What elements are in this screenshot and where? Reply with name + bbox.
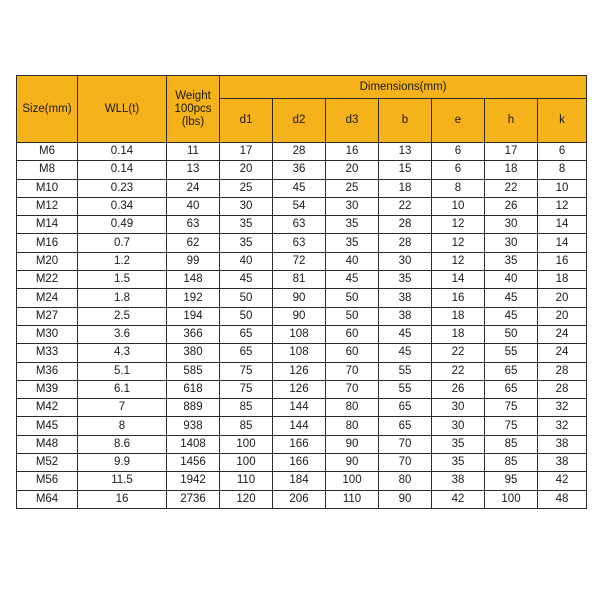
cell-wll: 7 xyxy=(78,399,167,417)
cell-h: 17 xyxy=(485,143,538,161)
table-row xyxy=(17,289,587,307)
cell-h: 45 xyxy=(485,289,538,307)
header-row-group xyxy=(17,76,587,99)
cell-b: 55 xyxy=(379,380,432,398)
cell-e: 12 xyxy=(432,252,485,270)
cell-d2: 166 xyxy=(273,454,326,472)
header-weight xyxy=(167,76,220,143)
cell-h: 30 xyxy=(485,234,538,252)
cell-d1: 25 xyxy=(220,179,273,197)
table-header xyxy=(17,76,587,143)
cell-e: 14 xyxy=(432,271,485,289)
cell-weight: 40 xyxy=(167,197,220,215)
cell-d1: 35 xyxy=(220,234,273,252)
cell-d1: 100 xyxy=(220,454,273,472)
cell-h: 100 xyxy=(485,490,538,508)
cell-d1: 20 xyxy=(220,161,273,179)
cell-size: M22 xyxy=(17,271,78,289)
cell-b: 28 xyxy=(379,216,432,234)
header-wll: WLL(t) xyxy=(78,76,167,143)
cell-wll: 5.1 xyxy=(78,362,167,380)
cell-d1: 75 xyxy=(220,380,273,398)
cell-d2: 108 xyxy=(273,325,326,343)
cell-d2: 206 xyxy=(273,490,326,508)
table-row xyxy=(17,271,587,289)
cell-wll: 9.9 xyxy=(78,454,167,472)
cell-wll: 2.5 xyxy=(78,307,167,325)
cell-size: M8 xyxy=(17,161,78,179)
table-row xyxy=(17,234,587,252)
cell-d2: 126 xyxy=(273,362,326,380)
table-row xyxy=(17,380,587,398)
header-dim-e: e xyxy=(432,99,485,143)
table-row xyxy=(17,454,587,472)
cell-d1: 30 xyxy=(220,197,273,215)
header-dim-b: b xyxy=(379,99,432,143)
cell-d3: 50 xyxy=(326,307,379,325)
cell-k: 38 xyxy=(538,435,587,453)
cell-d1: 110 xyxy=(220,472,273,490)
cell-weight: 585 xyxy=(167,362,220,380)
header-weight-line2: 100pcs xyxy=(174,102,212,115)
cell-d1: 65 xyxy=(220,344,273,362)
cell-size: M42 xyxy=(17,399,78,417)
cell-wll: 1.8 xyxy=(78,289,167,307)
cell-d2: 63 xyxy=(273,234,326,252)
table-row xyxy=(17,362,587,380)
cell-b: 15 xyxy=(379,161,432,179)
cell-e: 12 xyxy=(432,234,485,252)
cell-weight: 148 xyxy=(167,271,220,289)
cell-d2: 45 xyxy=(273,179,326,197)
cell-h: 50 xyxy=(485,325,538,343)
table-row xyxy=(17,216,587,234)
header-weight-line3: (lbs) xyxy=(181,115,205,128)
cell-e: 6 xyxy=(432,143,485,161)
table-row xyxy=(17,325,587,343)
table-row xyxy=(17,197,587,215)
table-row xyxy=(17,344,587,362)
cell-e: 8 xyxy=(432,179,485,197)
cell-b: 80 xyxy=(379,472,432,490)
cell-k: 14 xyxy=(538,234,587,252)
cell-wll: 0.14 xyxy=(78,143,167,161)
cell-wll: 8 xyxy=(78,417,167,435)
cell-h: 65 xyxy=(485,362,538,380)
cell-e: 6 xyxy=(432,161,485,179)
cell-d2: 144 xyxy=(273,417,326,435)
cell-weight: 1942 xyxy=(167,472,220,490)
cell-weight: 62 xyxy=(167,234,220,252)
cell-k: 16 xyxy=(538,252,587,270)
cell-d2: 54 xyxy=(273,197,326,215)
cell-b: 65 xyxy=(379,399,432,417)
cell-size: M6 xyxy=(17,143,78,161)
cell-d3: 60 xyxy=(326,325,379,343)
cell-size: M14 xyxy=(17,216,78,234)
cell-weight: 380 xyxy=(167,344,220,362)
cell-wll: 0.23 xyxy=(78,179,167,197)
cell-k: 14 xyxy=(538,216,587,234)
cell-d3: 90 xyxy=(326,435,379,453)
cell-b: 35 xyxy=(379,271,432,289)
cell-d1: 35 xyxy=(220,216,273,234)
header-dim-k: k xyxy=(538,99,587,143)
cell-h: 22 xyxy=(485,179,538,197)
table-row xyxy=(17,472,587,490)
cell-d1: 65 xyxy=(220,325,273,343)
cell-k: 6 xyxy=(538,143,587,161)
cell-e: 38 xyxy=(432,472,485,490)
cell-d1: 85 xyxy=(220,399,273,417)
table-body xyxy=(17,143,587,509)
cell-b: 30 xyxy=(379,252,432,270)
header-dim-d1: d1 xyxy=(220,99,273,143)
cell-h: 45 xyxy=(485,307,538,325)
cell-k: 24 xyxy=(538,325,587,343)
cell-k: 32 xyxy=(538,417,587,435)
cell-size: M48 xyxy=(17,435,78,453)
cell-wll: 1.2 xyxy=(78,252,167,270)
cell-d1: 75 xyxy=(220,362,273,380)
cell-e: 10 xyxy=(432,197,485,215)
cell-size: M16 xyxy=(17,234,78,252)
cell-size: M12 xyxy=(17,197,78,215)
cell-size: M64 xyxy=(17,490,78,508)
cell-d1: 50 xyxy=(220,307,273,325)
cell-weight: 1456 xyxy=(167,454,220,472)
cell-d3: 60 xyxy=(326,344,379,362)
cell-d2: 28 xyxy=(273,143,326,161)
table-row xyxy=(17,490,587,508)
cell-k: 10 xyxy=(538,179,587,197)
cell-size: M52 xyxy=(17,454,78,472)
cell-d2: 108 xyxy=(273,344,326,362)
cell-d3: 25 xyxy=(326,179,379,197)
cell-d2: 36 xyxy=(273,161,326,179)
cell-d3: 35 xyxy=(326,234,379,252)
cell-d1: 45 xyxy=(220,271,273,289)
header-dim-d2: d2 xyxy=(273,99,326,143)
cell-size: M39 xyxy=(17,380,78,398)
cell-wll: 16 xyxy=(78,490,167,508)
cell-h: 26 xyxy=(485,197,538,215)
cell-k: 28 xyxy=(538,380,587,398)
cell-h: 18 xyxy=(485,161,538,179)
cell-d3: 90 xyxy=(326,454,379,472)
cell-d2: 81 xyxy=(273,271,326,289)
cell-e: 22 xyxy=(432,362,485,380)
cell-b: 38 xyxy=(379,307,432,325)
cell-d1: 100 xyxy=(220,435,273,453)
cell-d1: 17 xyxy=(220,143,273,161)
cell-size: M10 xyxy=(17,179,78,197)
cell-weight: 11 xyxy=(167,143,220,161)
cell-size: M45 xyxy=(17,417,78,435)
cell-d2: 90 xyxy=(273,307,326,325)
cell-h: 85 xyxy=(485,454,538,472)
cell-b: 70 xyxy=(379,435,432,453)
cell-weight: 192 xyxy=(167,289,220,307)
cell-size: M56 xyxy=(17,472,78,490)
cell-size: M30 xyxy=(17,325,78,343)
cell-d1: 85 xyxy=(220,417,273,435)
cell-h: 85 xyxy=(485,435,538,453)
cell-d3: 80 xyxy=(326,417,379,435)
cell-e: 18 xyxy=(432,325,485,343)
cell-wll: 8.6 xyxy=(78,435,167,453)
cell-d2: 63 xyxy=(273,216,326,234)
cell-h: 75 xyxy=(485,399,538,417)
cell-d2: 144 xyxy=(273,399,326,417)
cell-d2: 166 xyxy=(273,435,326,453)
cell-e: 30 xyxy=(432,417,485,435)
cell-wll: 0.34 xyxy=(78,197,167,215)
cell-e: 30 xyxy=(432,399,485,417)
header-dimensions: Dimensions(mm) xyxy=(220,76,587,99)
table-row xyxy=(17,143,587,161)
cell-e: 26 xyxy=(432,380,485,398)
cell-d2: 72 xyxy=(273,252,326,270)
cell-e: 12 xyxy=(432,216,485,234)
table-row xyxy=(17,179,587,197)
cell-wll: 0.7 xyxy=(78,234,167,252)
cell-b: 18 xyxy=(379,179,432,197)
cell-k: 38 xyxy=(538,454,587,472)
cell-b: 55 xyxy=(379,362,432,380)
cell-e: 35 xyxy=(432,435,485,453)
cell-d1: 50 xyxy=(220,289,273,307)
cell-d1: 120 xyxy=(220,490,273,508)
cell-d3: 100 xyxy=(326,472,379,490)
cell-k: 8 xyxy=(538,161,587,179)
header-size: Size(mm) xyxy=(17,76,78,143)
header-dim-d3: d3 xyxy=(326,99,379,143)
table-row xyxy=(17,399,587,417)
cell-k: 12 xyxy=(538,197,587,215)
cell-b: 13 xyxy=(379,143,432,161)
cell-size: M33 xyxy=(17,344,78,362)
cell-d2: 126 xyxy=(273,380,326,398)
cell-k: 20 xyxy=(538,289,587,307)
cell-h: 40 xyxy=(485,271,538,289)
cell-wll: 1.5 xyxy=(78,271,167,289)
cell-h: 75 xyxy=(485,417,538,435)
cell-e: 18 xyxy=(432,307,485,325)
cell-d1: 40 xyxy=(220,252,273,270)
cell-d3: 35 xyxy=(326,216,379,234)
cell-b: 22 xyxy=(379,197,432,215)
cell-k: 32 xyxy=(538,399,587,417)
cell-d3: 40 xyxy=(326,252,379,270)
cell-b: 45 xyxy=(379,325,432,343)
cell-d3: 20 xyxy=(326,161,379,179)
cell-size: M24 xyxy=(17,289,78,307)
cell-k: 48 xyxy=(538,490,587,508)
cell-k: 24 xyxy=(538,344,587,362)
table-row xyxy=(17,417,587,435)
cell-weight: 194 xyxy=(167,307,220,325)
cell-h: 55 xyxy=(485,344,538,362)
cell-b: 45 xyxy=(379,344,432,362)
cell-h: 65 xyxy=(485,380,538,398)
cell-b: 65 xyxy=(379,417,432,435)
cell-d3: 80 xyxy=(326,399,379,417)
cell-size: M36 xyxy=(17,362,78,380)
cell-weight: 618 xyxy=(167,380,220,398)
cell-k: 20 xyxy=(538,307,587,325)
cell-e: 22 xyxy=(432,344,485,362)
cell-wll: 11.5 xyxy=(78,472,167,490)
cell-d3: 110 xyxy=(326,490,379,508)
cell-weight: 13 xyxy=(167,161,220,179)
cell-wll: 0.14 xyxy=(78,161,167,179)
cell-weight: 1408 xyxy=(167,435,220,453)
cell-d3: 50 xyxy=(326,289,379,307)
cell-weight: 63 xyxy=(167,216,220,234)
cell-k: 28 xyxy=(538,362,587,380)
cell-weight: 938 xyxy=(167,417,220,435)
table-row xyxy=(17,252,587,270)
cell-weight: 24 xyxy=(167,179,220,197)
cell-weight: 889 xyxy=(167,399,220,417)
header-dim-h: h xyxy=(485,99,538,143)
cell-d3: 16 xyxy=(326,143,379,161)
cell-e: 42 xyxy=(432,490,485,508)
cell-b: 70 xyxy=(379,454,432,472)
cell-h: 35 xyxy=(485,252,538,270)
cell-wll: 4.3 xyxy=(78,344,167,362)
specification-table xyxy=(16,75,587,509)
cell-d3: 70 xyxy=(326,380,379,398)
cell-k: 42 xyxy=(538,472,587,490)
cell-d2: 90 xyxy=(273,289,326,307)
cell-size: M27 xyxy=(17,307,78,325)
cell-wll: 3.6 xyxy=(78,325,167,343)
cell-d3: 30 xyxy=(326,197,379,215)
header-weight-line1: Weight xyxy=(175,89,211,102)
cell-wll: 6.1 xyxy=(78,380,167,398)
table-row xyxy=(17,161,587,179)
cell-weight: 366 xyxy=(167,325,220,343)
cell-b: 38 xyxy=(379,289,432,307)
cell-k: 18 xyxy=(538,271,587,289)
table-row xyxy=(17,435,587,453)
cell-b: 90 xyxy=(379,490,432,508)
cell-d3: 70 xyxy=(326,362,379,380)
cell-b: 28 xyxy=(379,234,432,252)
cell-d2: 184 xyxy=(273,472,326,490)
cell-weight: 99 xyxy=(167,252,220,270)
cell-h: 95 xyxy=(485,472,538,490)
cell-e: 35 xyxy=(432,454,485,472)
cell-wll: 0.49 xyxy=(78,216,167,234)
cell-h: 30 xyxy=(485,216,538,234)
cell-size: M20 xyxy=(17,252,78,270)
cell-e: 16 xyxy=(432,289,485,307)
cell-weight: 2736 xyxy=(167,490,220,508)
cell-d3: 45 xyxy=(326,271,379,289)
table-row xyxy=(17,307,587,325)
